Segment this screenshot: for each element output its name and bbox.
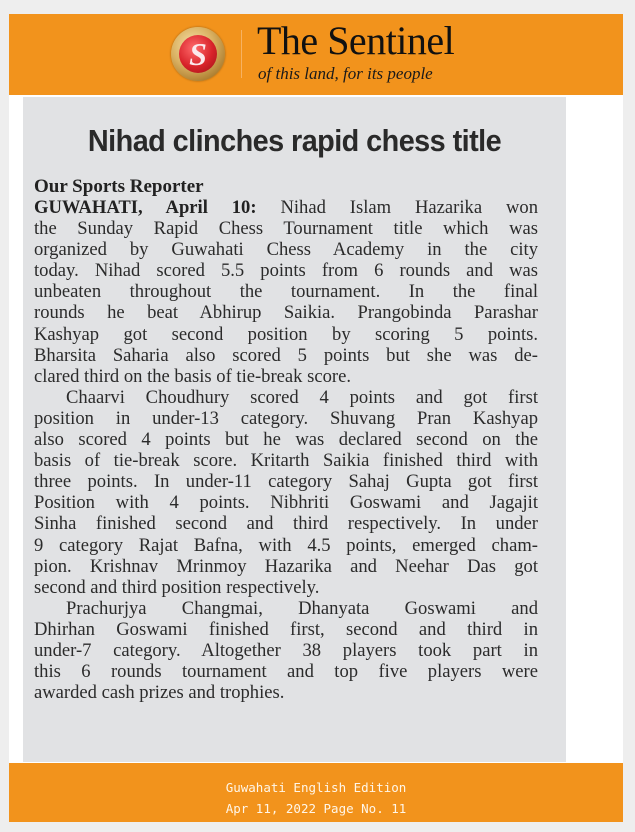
article-line: today. Nihad scored 5.5 points from 6 rounds and was xyxy=(34,260,538,282)
article-line: 9 category Rajat Bafna, with 4.5 points, emerged cham- xyxy=(34,534,538,556)
logo-divider xyxy=(241,30,242,78)
footer-edition: Guwahati English Edition xyxy=(225,780,407,795)
article-line: Sinha finished second and third respectively. In under xyxy=(34,513,538,535)
article-line: also scored 4 points but he was declared second on the xyxy=(34,429,538,451)
article-line-text: Nihad Islam Hazarika won xyxy=(256,197,538,218)
article-line: rounds he beat Abhirup Saikia. Prangobinda Parashar xyxy=(34,302,538,324)
masthead xyxy=(9,14,623,95)
article-line: Position with 4 points. Nibhriti Goswami and Jagajit xyxy=(34,492,538,514)
brand-name: The Sentinel xyxy=(257,18,455,63)
article-line: three points. In under-11 category Sahaj Gupta got first xyxy=(34,471,538,493)
article-line: this 6 rounds tournament and top five players were xyxy=(34,661,538,683)
article-headline: Nihad clinches rapid chess title xyxy=(87,123,502,158)
logo-letter: S xyxy=(179,35,217,73)
article-line: Dhirhan Goswami finished first, second and third in xyxy=(34,618,538,640)
article-dateline: GUWAHATI, April 10: xyxy=(34,197,257,218)
article-line: awarded cash prizes and trophies. xyxy=(34,682,285,704)
article-line: Chaarvi Choudhury scored 4 points and got first xyxy=(66,386,538,408)
article-line: unbeaten throughout the tournament. In the final xyxy=(34,281,538,303)
page-frame xyxy=(9,14,623,822)
edition-footer xyxy=(9,763,623,822)
article-line: Bharsita Saharia also scored 5 points but she was de- xyxy=(34,344,538,366)
article-line: clared third on the basis of tie-break score. xyxy=(34,365,352,387)
article-line: basis of tie-break score. Kritarth Saikia finished third with xyxy=(34,450,538,472)
article-line: Prachurjya Changmai, Dhanyata Goswami and xyxy=(66,597,538,619)
brand-tagline: of this land, for its people xyxy=(258,64,433,83)
article-line: organized by Guwahati Chess Academy in the city xyxy=(34,239,538,261)
sentinel-logo-icon xyxy=(171,27,225,81)
article-body xyxy=(34,197,538,703)
article-line: Kashyap got second position by scoring 5 points. xyxy=(34,323,538,345)
article-line: pion. Krishnav Mrinmoy Hazarika and Neehar Das got xyxy=(34,555,538,577)
article-line: position in under-13 category. Shuvang Pran Kashyap xyxy=(34,407,538,429)
article-byline: Our Sports Reporter xyxy=(34,176,204,197)
footer-date-page: Apr 11, 2022 Page No. 11 xyxy=(225,801,407,816)
article-line xyxy=(34,197,538,218)
article-line: second and third position respectively. xyxy=(34,576,320,598)
article-line: under-7 category. Altogether 38 players took part in xyxy=(34,639,538,661)
article-line: the Sunday Rapid Chess Tournament title which was xyxy=(34,218,538,240)
article-clipping xyxy=(23,97,566,762)
